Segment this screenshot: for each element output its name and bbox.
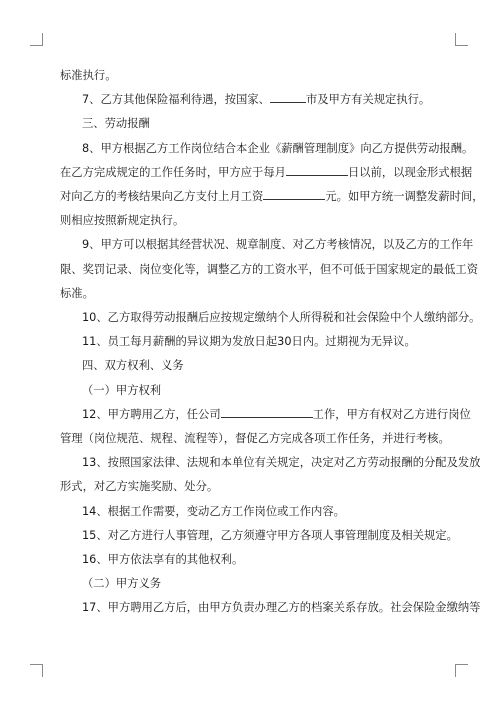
document-line: [60, 88, 445, 112]
document-line: 管理（岗位规范、规程、流程等），督促乙方完成各项工作任务，并进行考核。: [60, 432, 450, 446]
fill-in-blank[interactable]: [221, 405, 313, 418]
document-line: 8、甲方根据乙方工作岗位结合本企业《薪酬管理制度》向乙方提供劳动报酬。: [82, 141, 474, 155]
contract-body: [60, 64, 484, 621]
document-line: [60, 403, 471, 427]
document-line: [60, 185, 484, 209]
line-segment: 工作，甲方有权对乙方进行岗位: [312, 407, 471, 421]
document-line: 标准。: [60, 286, 94, 300]
document-line: （一）甲方权利: [82, 383, 162, 397]
crop-mark-top-right: [455, 33, 468, 46]
document-line: （二）甲方义务: [82, 577, 162, 591]
document-line: 三、劳动报酬: [82, 117, 150, 131]
fill-in-blank[interactable]: [270, 90, 306, 103]
document-line: 15、对乙方进行人事管理，乙方须遵守甲方各项人事管理制度及相关规定。: [82, 528, 458, 542]
line-segment: 对向乙方的考核结果向乙方支付上月工资: [60, 190, 264, 204]
document-line: 标准执行。: [60, 69, 117, 82]
crop-mark-top-left: [30, 33, 43, 46]
line-segment: 日以前，以现金形式根据: [347, 165, 473, 179]
line-segment: 12、甲方聘用乙方，任公司: [82, 407, 221, 421]
document-line: [60, 161, 473, 185]
line-segment: 元。如甲方统一调整发薪时间，: [325, 190, 484, 204]
document-line: 9、甲方可以根据其经营状况、规章制度、对乙方考核情况，以及乙方的工作年: [82, 238, 474, 252]
document-line: 则相应按照新规定执行。: [60, 214, 185, 228]
line-segment: 市及甲方有关规定执行。: [305, 93, 431, 107]
document-line: 17、甲方聘用乙方后，由甲方负责办理乙方的档案关系存放。社会保险金缴纳等: [82, 601, 481, 615]
document-line: 13、按照国家法律、法规和本单位有关规定，决定对乙方劳动报酬的分配及发放: [82, 456, 481, 470]
document-line: 16、甲方依法享有的其他权利。: [82, 553, 244, 567]
line-segment: 7、乙方其他保险福利待遇，按国家、: [82, 93, 270, 107]
crop-mark-bottom-left: [30, 664, 43, 677]
document-line: 10、乙方取得劳动报酬后应按规定缴纳个人所得税和社会保险中个人缴纳部分。: [82, 311, 481, 325]
fill-in-blank[interactable]: [286, 163, 348, 176]
document-line: 11、员工每月薪酬的异议期为发放日起30日内。过期视为无异议。: [82, 335, 416, 349]
crop-mark-bottom-right: [455, 664, 468, 677]
document-line: 限、奖罚记录、岗位变化等，调整乙方的工资水平，但不可低于国家规定的最低工资: [60, 262, 478, 276]
document-line: 14、根据工作需要，变动乙方工作岗位或工作内容。: [82, 504, 345, 518]
fill-in-blank[interactable]: [263, 187, 325, 200]
document-line: 形式，对乙方实施奖励、处分。: [60, 480, 219, 494]
document-line: 四、双方权利、义务: [82, 359, 184, 373]
line-segment: 在乙方完成规定的工作任务时，甲方应于每月: [60, 165, 286, 179]
